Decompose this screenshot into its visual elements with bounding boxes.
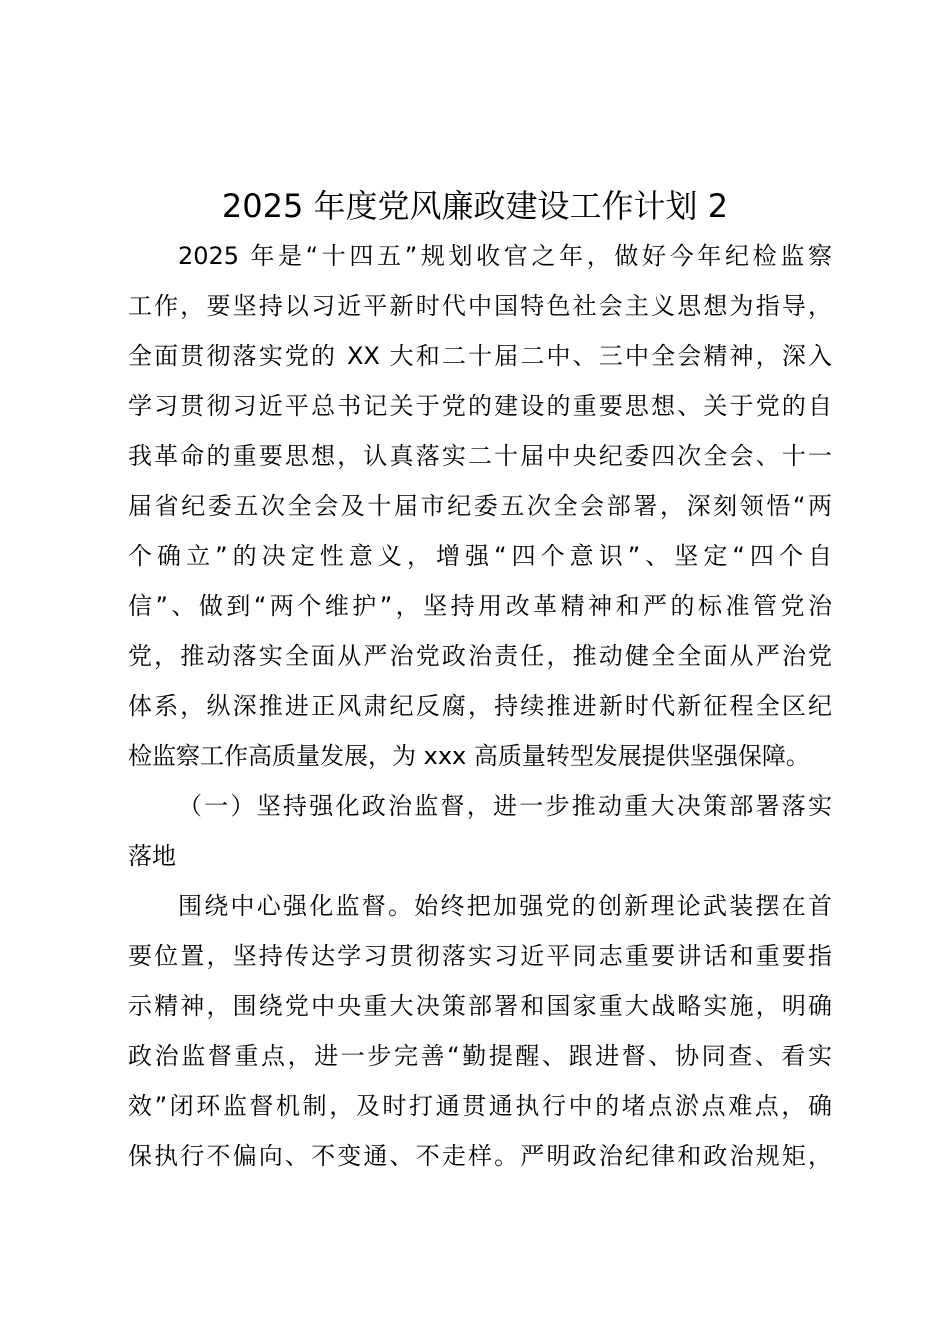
document-title: 2025 年度党风廉政建设工作计划 2 [221, 187, 729, 225]
paragraph-line-2: 工作，要坚持以习近平新时代中国特色社会主义思想为指导， [128, 292, 832, 320]
paragraph-line-9: 党，推动落实全面从严治党政治责任，推动健全全面从严治党 [128, 642, 832, 670]
paragraph-line-6: 届省纪委五次全会及十届市纪委五次全会部署，深刻领悟“两 [128, 492, 832, 520]
paragraph-line-13: 要位置，坚持传达学习贯彻落实习近平同志重要讲话和重要指 [128, 942, 832, 970]
paragraph-line-10: 体系，纵深推进正风肃纪反腐，持续推进新时代新征程全区纪 [128, 692, 832, 720]
section-heading-line-2: 落地 [128, 842, 176, 870]
paragraph-line-4: 学习贯彻习近平总书记关于党的建设的重要思想、关于党的自 [128, 392, 832, 420]
paragraph-line-1: 2025 年是“十四五”规划收官之年，做好今年纪检监察 [178, 242, 832, 270]
paragraph-line-7: 个确立”的决定性意义，增强“四个意识”、坚定“四个自 [128, 542, 832, 570]
paragraph-line-17: 保执行不偏向、不变通、不走样。严明政治纪律和政治规矩， [128, 1142, 832, 1170]
paragraph-line-5: 我革命的重要思想，认真落实二十届中央纪委四次全会、十一 [128, 442, 832, 470]
paragraph-line-14: 示精神，围绕党中央重大决策部署和国家重大战略实施，明确 [128, 992, 832, 1020]
section-heading-line-1: （一）坚持强化政治监督，进一步推动重大决策部署落实 [178, 792, 832, 820]
paragraph-line-16: 效”闭环监督机制，及时打通贯通执行中的堵点淤点难点，确 [128, 1092, 832, 1120]
paragraph-line-12: 围绕中心强化监督。始终把加强党的创新理论武装摆在首 [178, 892, 832, 920]
paragraph-line-15: 政治监督重点，进一步完善“勤提醒、跟进督、协同查、看实 [128, 1042, 832, 1070]
paragraph-line-11: 检监察工作高质量发展，为 xxx 高质量转型发展提供坚强保障。 [128, 742, 810, 770]
paragraph-line-3: 全面贯彻落实党的 XX 大和二十届二中、三中全会精神，深入 [128, 342, 832, 370]
paragraph-line-8: 信”、做到“两个维护”，坚持用改革精神和严的标准管党治 [128, 592, 832, 620]
